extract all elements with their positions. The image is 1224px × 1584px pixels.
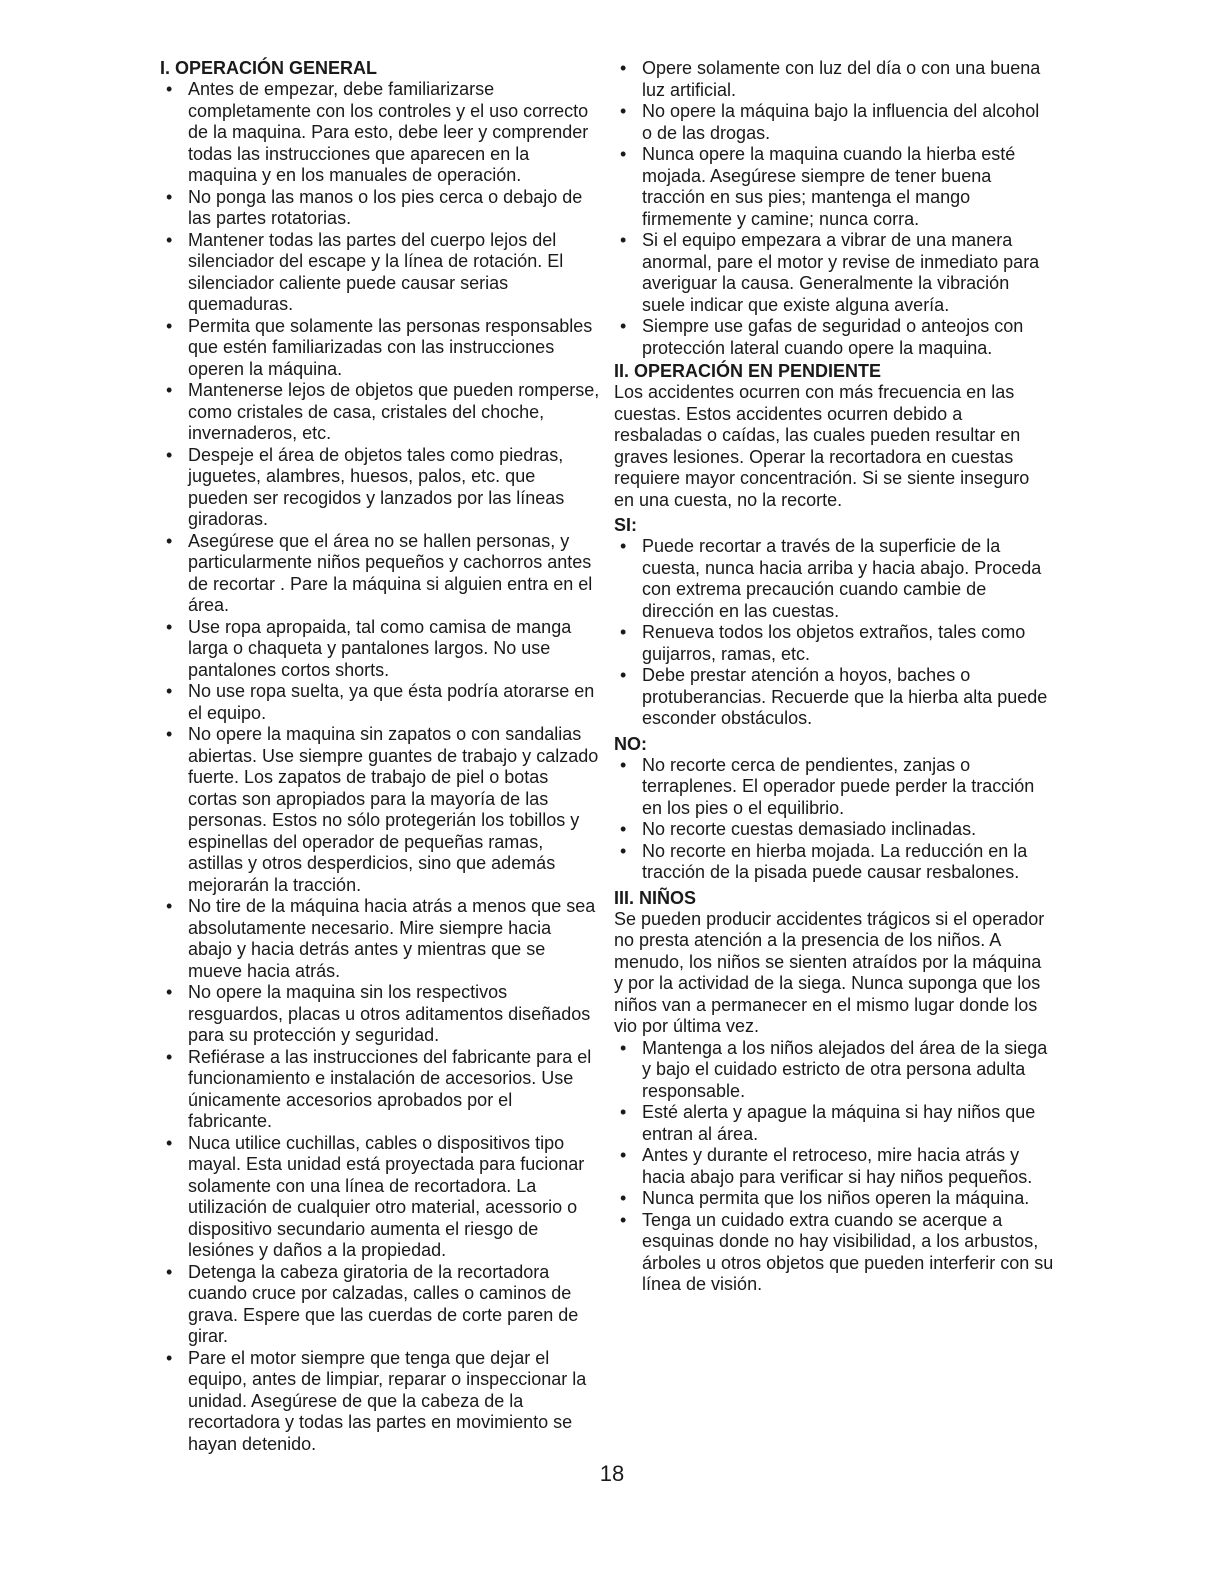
list-item: • Despeje el área de objetos tales como piedras, juguetes, alambres, huesos, palos, etc. que pueden ser recogidos y lanzados por las líneas giradoras. <box>160 445 600 531</box>
list-item: • Mantenga a los niños alejados del área de la siega y bajo el cuidado estricto de otra persona adulta responsable. <box>614 1038 1054 1103</box>
page-number: 18 <box>599 1461 625 1486</box>
list-item: • Opere solamente con luz del día o con una buena luz artificial. <box>614 58 1054 101</box>
no-label: NO: <box>614 733 647 754</box>
list-item: • Puede recortar a través de la superficie de la cuesta, nunca hacia arriba y hacia abajo. Proceda con extrema precaución cuando cambie de dirección en las cuestas. <box>614 536 1054 622</box>
section-children-heading: III. NIÑOS <box>614 887 697 908</box>
general-list-continued <box>614 58 1054 359</box>
list-item: • Antes de empezar, debe familiarizarse completamente con los controles y el uso correcto de la maquina. Para esto, debe leer y comprender todas las instrucciones que aparecen en la maquina y en los manuales de operación. <box>160 79 600 187</box>
list-item: • Use ropa apropaida, tal como camisa de manga larga o chaqueta y pantalones largos. No use pantalones cortos shorts. <box>160 617 600 682</box>
right-column <box>614 58 1054 1296</box>
list-item: • Esté alerta y apague la máquina si hay niños que entran al área. <box>614 1102 1054 1145</box>
list-item: • No opere la maquina sin zapatos o con sandalias abiertas. Use siempre guantes de trabajo y calzado fuerte. Los zapatos de trabajo de piel o botas cortas son apropiados para la mayoría de las personas. Estos no sólo protegerián los tobillos y espinellas del operador de pequeñas ramas, astillas y otros desperdicios, sino que además mejorarán la tracción. <box>160 724 600 896</box>
general-list <box>160 79 600 1455</box>
list-item: • No recorte en hierba mojada. La reducción en la tracción de la pisada puede causar resbalones. <box>614 841 1054 884</box>
list-item: • Mantenerse lejos de objetos que pueden romperse, como cristales de casa, cristales del choche, invernaderos, etc. <box>160 380 600 445</box>
list-item: • Nunca opere la maquina cuando la hierba esté mojada. Asegúrese siempre de tener buena tracción en sus pies; mantenga el mango firmemente y camine; nunca corra. <box>614 144 1054 230</box>
children-list <box>614 1038 1054 1296</box>
list-item: • Debe prestar atención a hoyos, baches o protuberancias. Recuerde que la hierba alta puede esconder obstáculos. <box>614 665 1054 730</box>
left-column <box>160 58 600 1455</box>
list-item: • No ponga las manos o los pies cerca o debajo de las partes rotatorias. <box>160 187 600 230</box>
list-item: • No recorte cuestas demasiado inclinadas. <box>614 819 1054 841</box>
slope-intro: Los accidentes ocurren con más frecuencia en las cuestas. Estos accidentes ocurren debido a resbaladas o caídas, las cuales pueden resultar en graves lesiones. Operar la recortadora en cuestas requiere mayor concentración. Si se siente inseguro en una cuesta, no la recorte. <box>614 382 1030 510</box>
si-label: SI: <box>614 515 638 535</box>
list-item: • Pare el motor siempre que tenga que dejar el equipo, antes de limpiar, reparar o inspeccionar la unidad. Asegúrese de que la cabeza de la recortadora y todas las partes en movimiento se hayan detenido. <box>160 1348 600 1456</box>
si-list <box>614 536 1054 730</box>
section-general-heading: I. OPERACIÓN GENERAL <box>160 58 378 78</box>
list-item: • No opere la maquina sin los respectivos resguardos, placas u otros aditamentos diseñados para su protección y seguridad. <box>160 982 600 1047</box>
children-intro: Se pueden producir accidentes trágicos si el operador no presta atención a la presencia de los niños. A menudo, los niños se sienten atraídos por la máquina y por la actividad de la siega. Nunca suponga que los niños van a permanecer en el mismo lugar donde los vio por última vez. <box>614 908 1045 1036</box>
section-slope-heading: II. OPERACIÓN EN PENDIENTE <box>614 361 882 381</box>
list-item: • Permita que solamente las personas responsables que estén familiarizadas con las instrucciones operen la máquina. <box>160 316 600 381</box>
list-item: • Tenga un cuidado extra cuando se acerque a esquinas donde no hay visibilidad, a los arbustos, árboles u otros objetos que pueden interferir con su línea de visión. <box>614 1210 1054 1296</box>
list-item: • No tire de la máquina hacia atrás a menos que sea absolutamente necesario. Mire siempre hacia abajo y hacia detrás antes y mientras que se mueve hacia atrás. <box>160 896 600 982</box>
list-item: • No use ropa suelta, ya que ésta podría atorarse en el equipo. <box>160 681 600 724</box>
list-item: • No recorte cerca de pendientes, zanjas o terraplenes. El operador puede perder la tracción en los pies o el equilibrio. <box>614 755 1054 820</box>
list-item: • No opere la máquina bajo la influencia del alcohol o de las drogas. <box>614 101 1054 144</box>
list-item: • Refiérase a las instrucciones del fabricante para el funcionamiento e instalación de accesorios. Use únicamente accesorios aprobados por el fabricante. <box>160 1047 600 1133</box>
list-item: • Asegúrese que el área no se hallen personas, y particularmente niños pequeños y cachorros antes de recortar . Pare la máquina si alguien entra en el área. <box>160 531 600 617</box>
list-item: • Si el equipo empezara a vibrar de una manera anormal, pare el motor y revise de inmediato para averiguar la causa. Generalmente la vibración suele indicar que existe alguna avería. <box>614 230 1054 316</box>
list-item: • Nuca utilice cuchillas, cables o dispositivos tipo mayal. Esta unidad está proyectada para fucionar solamente con una línea de recortadora. La utilización de cualquier otro material, acessorio o dispositivo secundario aumenta el riesgo de lesiónes y daños a la propiedad. <box>160 1133 600 1262</box>
list-item: • Nunca permita que los niños operen la máquina. <box>614 1188 1054 1210</box>
list-item: • Siempre use gafas de seguridad o anteojos con protección lateral cuando opere la maquina. <box>614 316 1054 359</box>
list-item: • Antes y durante el retroceso, mire hacia atrás y hacia abajo para verificar si hay niños pequeños. <box>614 1145 1054 1188</box>
list-item: • Detenga la cabeza giratoria de la recortadora cuando cruce por calzadas, calles o caminos de grava. Espere que las cuerdas de corte paren de girar. <box>160 1262 600 1348</box>
list-item: • Renueva todos los objetos extraños, tales como guijarros, ramas, etc. <box>614 622 1054 665</box>
no-list <box>614 755 1054 884</box>
list-item: • Mantener todas las partes del cuerpo lejos del silenciador del escape y la línea de rotación. El silenciador caliente puede causar serias quemaduras. <box>160 230 600 316</box>
